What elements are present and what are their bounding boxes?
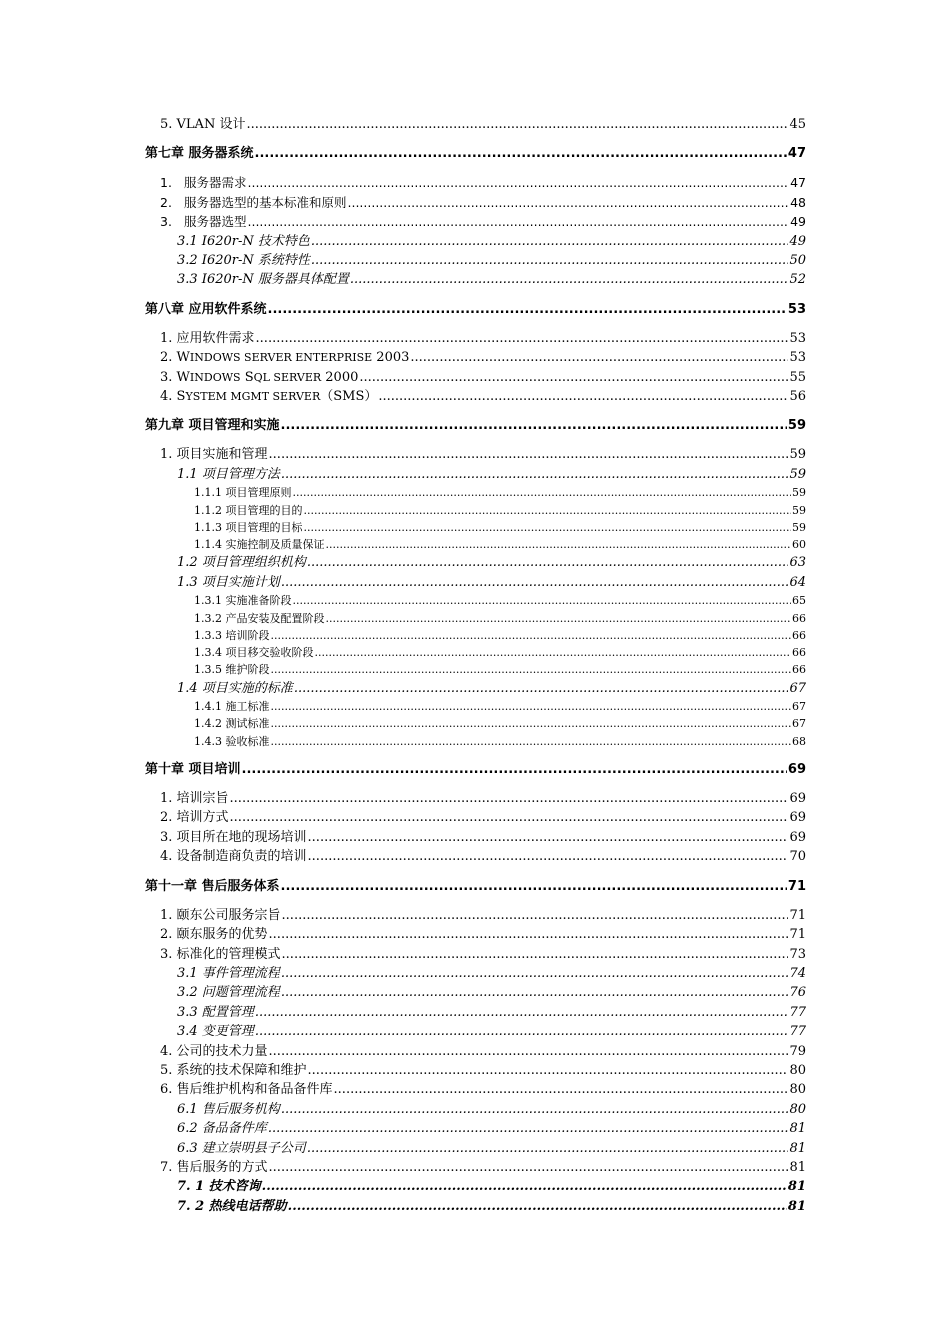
toc-entry[interactable]: 2. 服务器选型的基本标准和原则 ..... 48	[145, 193, 806, 212]
toc-chapter[interactable]: 第十章 项目培训 ..... 69	[145, 760, 806, 779]
toc-entry[interactable]: 1. 服务器需求 ..... 47	[145, 173, 806, 192]
toc-entry[interactable]: 4. 设备制造商负责的培训 ..... 70	[145, 847, 806, 866]
dot-leader	[359, 368, 788, 387]
dot-leader	[350, 270, 789, 289]
dot-leader	[378, 387, 788, 406]
dot-leader	[348, 193, 790, 212]
dot-leader	[410, 348, 788, 367]
dot-leader	[311, 232, 789, 251]
dot-leader	[255, 144, 787, 163]
dot-leader	[315, 644, 792, 661]
toc-entry[interactable]: 2. WINDOWS SERVER ENTERPRISE 2003 ..... 53	[145, 348, 806, 367]
dot-leader	[268, 1119, 789, 1138]
toc-chapter[interactable]: 第十一章 售后服务体系 ..... 71	[145, 877, 806, 896]
toc-chapter[interactable]: 第九章 项目管理和实施 ..... 59	[145, 416, 806, 435]
dot-leader	[269, 1042, 789, 1061]
dot-leader	[304, 502, 792, 519]
toc-entry[interactable]: 1. 应用软件需求 ..... 53	[145, 329, 806, 348]
dot-leader	[308, 828, 789, 847]
dot-leader	[282, 906, 789, 925]
toc-subsubentry[interactable]: 1.4.2 测试标准 ..... 67	[145, 715, 806, 732]
toc-subsubentry[interactable]: 1.3.2 产品安装及配置阶段 ..... 66	[145, 610, 806, 627]
toc-entry[interactable]: 4. SYSTEM MGMT SERVER（SMS） ..... 56	[145, 387, 806, 406]
dot-leader	[246, 115, 788, 134]
toc-subsubentry[interactable]: 1.1.4 实施控制及质量保证 ..... 60	[145, 536, 806, 553]
toc-subsubentry[interactable]: 1.3.5 维护阶段 ..... 66	[145, 661, 806, 678]
dot-leader	[255, 1022, 789, 1041]
toc-subsubentry[interactable]: 1.4.1 施工标准 ..... 67	[145, 698, 806, 715]
dot-leader	[307, 1139, 789, 1158]
toc-subentry[interactable]: 3.1 事件管理流程 ..... 74	[145, 964, 806, 983]
dot-leader	[281, 964, 789, 983]
table-of-contents	[145, 115, 806, 1216]
dot-leader	[281, 877, 787, 896]
dot-leader	[242, 760, 787, 779]
dot-leader	[248, 173, 790, 192]
toc-entry[interactable]: 3. WINDOWS SQL SERVER 2000 ..... 55	[145, 368, 806, 387]
toc-entry[interactable]: 3. 服务器选型 ..... 49	[145, 212, 806, 231]
dot-leader	[269, 925, 789, 944]
dot-leader	[271, 715, 792, 732]
toc-entry[interactable]: 1. 培训宗旨 ..... 69	[145, 789, 806, 808]
toc-subentry[interactable]: 6.2 备品备件库 ..... 81	[145, 1119, 806, 1138]
dot-leader	[293, 484, 792, 501]
dot-leader	[271, 733, 792, 750]
toc-subsubentry[interactable]: 1.1.3 项目管理的目标 ..... 59	[145, 519, 806, 536]
toc-subentry[interactable]: 6.3 建立崇明县子公司 ..... 81	[145, 1139, 806, 1158]
toc-subentry[interactable]: 7. 2 热线电话帮助 ..... 81	[145, 1197, 806, 1216]
toc-subentry[interactable]: 1.1 项目管理方法 ..... 59	[145, 465, 806, 484]
dot-leader	[256, 329, 789, 348]
dot-leader	[281, 573, 789, 592]
toc-entry[interactable]: 3. 项目所在地的现场培训 ..... 69	[145, 828, 806, 847]
dot-leader	[248, 212, 790, 231]
toc-subentry[interactable]: 7. 1 技术咨询 ..... 81	[145, 1177, 806, 1196]
toc-subentry[interactable]: 3.1 I620r-N 技术特色 ..... 49	[145, 232, 806, 251]
toc-subsubentry[interactable]: 1.3.3 培训阶段 ..... 66	[145, 627, 806, 644]
toc-subentry[interactable]: 3.2 问题管理流程 ..... 76	[145, 983, 806, 1002]
dot-leader	[304, 519, 792, 536]
dot-leader	[288, 1197, 787, 1216]
toc-subsubentry[interactable]: 1.4.3 验收标准 ..... 68	[145, 733, 806, 750]
dot-leader	[307, 553, 789, 572]
dot-leader	[308, 1061, 789, 1080]
toc-entry[interactable]: 5. 系统的技术保障和维护 ..... 80	[145, 1061, 806, 1080]
toc-subsubentry[interactable]: 1.3.1 实施准备阶段 ..... 65	[145, 592, 806, 609]
dot-leader	[268, 300, 787, 319]
toc-entry[interactable]: 2. 颐东服务的优势 ..... 71	[145, 925, 806, 944]
dot-leader	[269, 445, 789, 464]
dot-leader	[281, 983, 789, 1002]
toc-subentry[interactable]: 3.2 I620r-N 系统特性 ..... 50	[145, 251, 806, 270]
dot-leader	[334, 1080, 789, 1099]
dot-leader	[255, 1003, 789, 1022]
toc-subentry[interactable]: 3.4 变更管理 ..... 77	[145, 1022, 806, 1041]
dot-leader	[281, 465, 789, 484]
toc-entry[interactable]: 1. 颐东公司服务宗旨 ..... 71	[145, 906, 806, 925]
dot-leader	[271, 698, 792, 715]
toc-entry[interactable]: 5. VLAN 设计 ..... 45	[145, 115, 806, 134]
dot-leader	[230, 789, 789, 808]
dot-leader	[269, 1158, 789, 1177]
toc-subsubentry[interactable]: 1.1.2 项目管理的目的 ..... 59	[145, 502, 806, 519]
toc-subentry[interactable]: 1.2 项目管理组织机构 ..... 63	[145, 553, 806, 572]
dot-leader	[326, 536, 792, 553]
dot-leader	[262, 1177, 787, 1196]
dot-leader	[311, 251, 789, 270]
toc-subsubentry[interactable]: 1.1.1 项目管理原则 ..... 59	[145, 484, 806, 501]
toc-entry[interactable]: 2. 培训方式 ..... 69	[145, 808, 806, 827]
dot-leader	[308, 847, 789, 866]
dot-leader	[326, 610, 792, 627]
dot-leader	[294, 679, 789, 698]
toc-entry[interactable]: 1. 项目实施和管理 ..... 59	[145, 445, 806, 464]
toc-chapter[interactable]: 第八章 应用软件系统 ..... 53	[145, 300, 806, 319]
dot-leader	[282, 945, 789, 964]
toc-subentry[interactable]: 1.4 项目实施的标准 ..... 67	[145, 679, 806, 698]
dot-leader	[281, 416, 787, 435]
toc-subentry[interactable]: 1.3 项目实施计划 ..... 64	[145, 573, 806, 592]
toc-subsubentry[interactable]: 1.3.4 项目移交验收阶段 ..... 66	[145, 644, 806, 661]
toc-entry[interactable]: 6. 售后维护机构和备品备件库 ..... 80	[145, 1080, 806, 1099]
toc-subentry[interactable]: 3.3 配置管理 ..... 77	[145, 1003, 806, 1022]
dot-leader	[281, 1100, 789, 1119]
toc-entry[interactable]: 3. 标准化的管理模式 ..... 73	[145, 945, 806, 964]
dot-leader	[293, 592, 792, 609]
toc-chapter[interactable]: 第七章 服务器系统 ..... 47	[145, 144, 806, 163]
toc-subentry[interactable]: 6.1 售后服务机构 ..... 80	[145, 1100, 806, 1119]
toc-entry[interactable]: 4. 公司的技术力量 ..... 79	[145, 1042, 806, 1061]
toc-entry[interactable]: 7. 售后服务的方式 ..... 81	[145, 1158, 806, 1177]
dot-leader	[271, 627, 792, 644]
toc-subentry[interactable]: 3.3 I620r-N 服务器具体配置 ..... 52	[145, 270, 806, 289]
dot-leader	[271, 661, 792, 678]
dot-leader	[230, 808, 789, 827]
